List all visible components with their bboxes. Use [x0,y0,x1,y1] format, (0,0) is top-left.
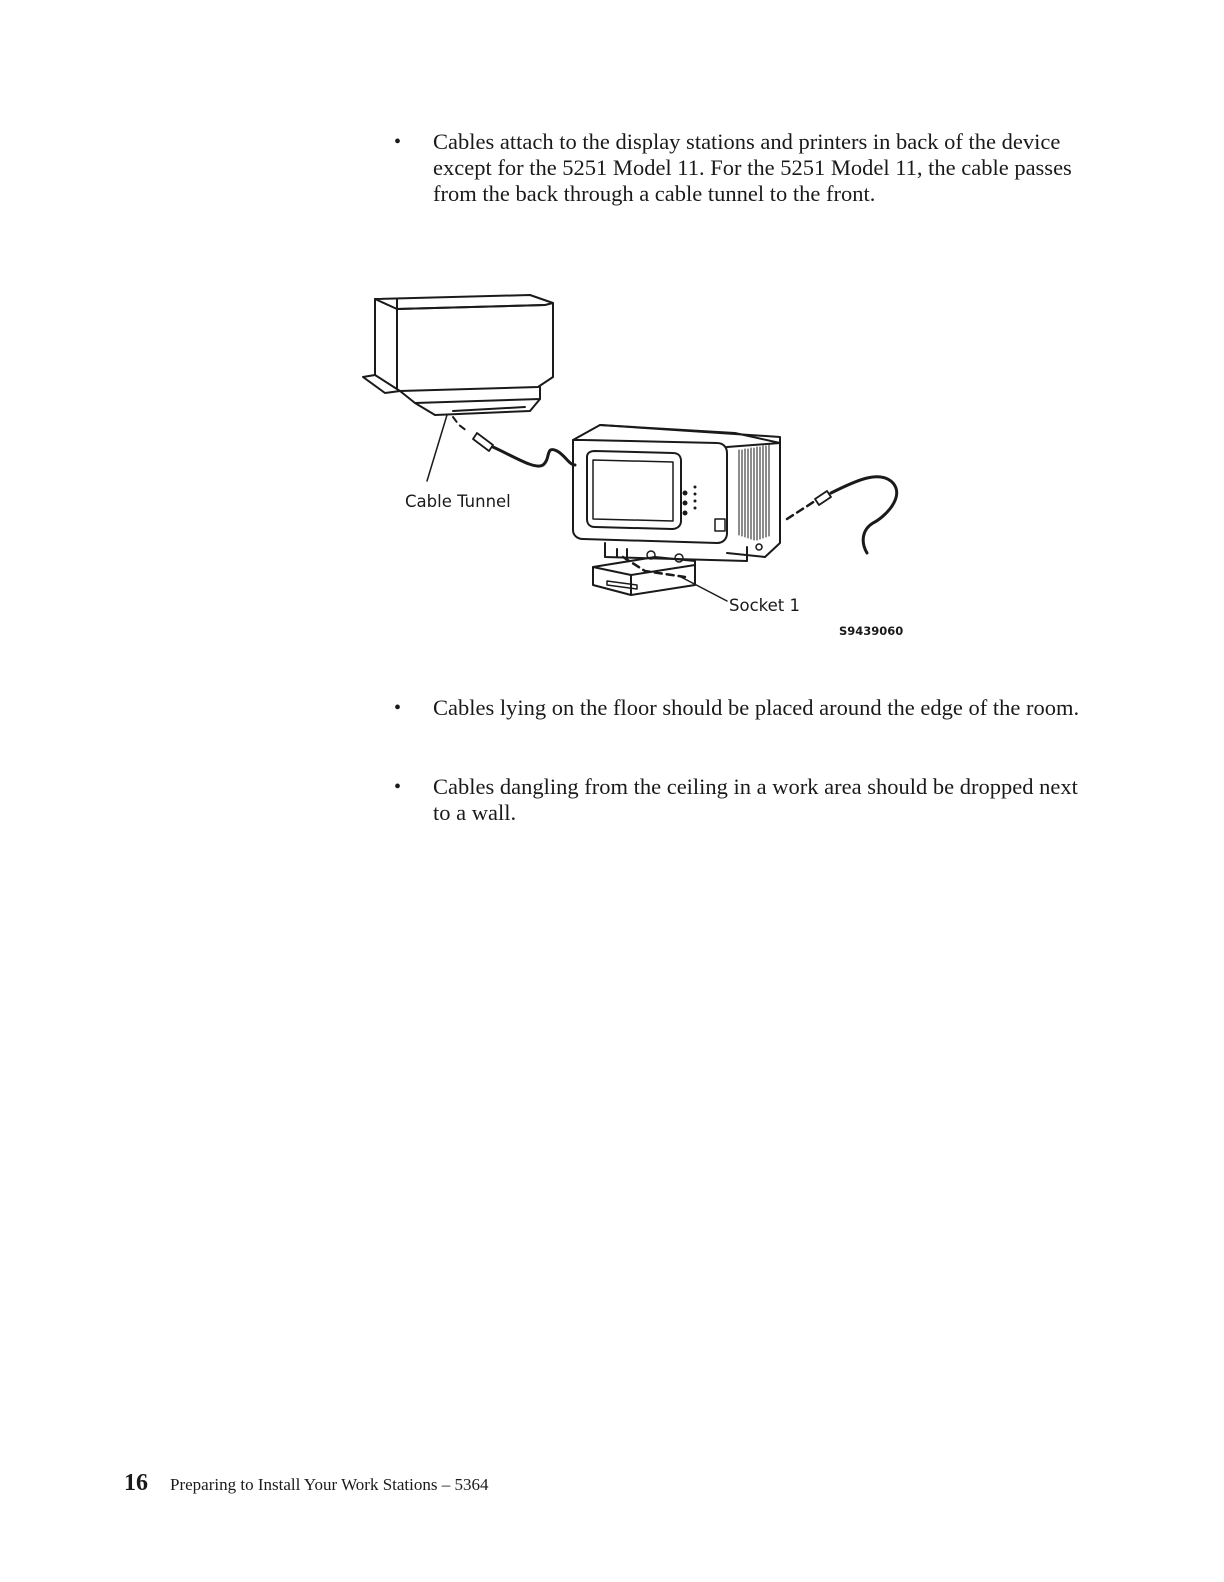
bullet-item-cables-floor [394,695,1084,721]
socket-label: Socket 1 [729,596,800,615]
bullet-item-cables-ceiling [394,774,1084,826]
cable-tunnel-label: Cable Tunnel [405,492,511,511]
bullet-item-cables-attach [394,129,1084,207]
bullet-marker: • [394,697,402,719]
control-dots-icon [683,486,697,516]
page-footer [124,1470,488,1497]
cable-tunnel-illustration [355,285,915,645]
page-number: 16 [124,1470,148,1496]
bullet-text: Cables dangling from the ceiling in a work area should be dropped next to a wall. [433,774,1078,825]
bullet-marker: • [394,776,402,798]
vent-grille-icon [739,445,769,540]
bullet-text: Cables lying on the floor should be placed around the edge of the room. [433,695,1080,720]
bullet-marker: • [394,131,402,153]
printer-unit-icon [363,295,553,415]
display-station-icon [573,425,780,595]
bullet-text: Cables attach to the display stations and printers in back of the device except for the 5251 Model 11. For the 5251 Model 11, the cable passes from the back through a cable tunnel to the front. [433,129,1072,206]
footer-title: Preparing to Install Your Work Stations – 5364 [170,1475,489,1494]
figure-id: S9439060 [839,624,904,638]
